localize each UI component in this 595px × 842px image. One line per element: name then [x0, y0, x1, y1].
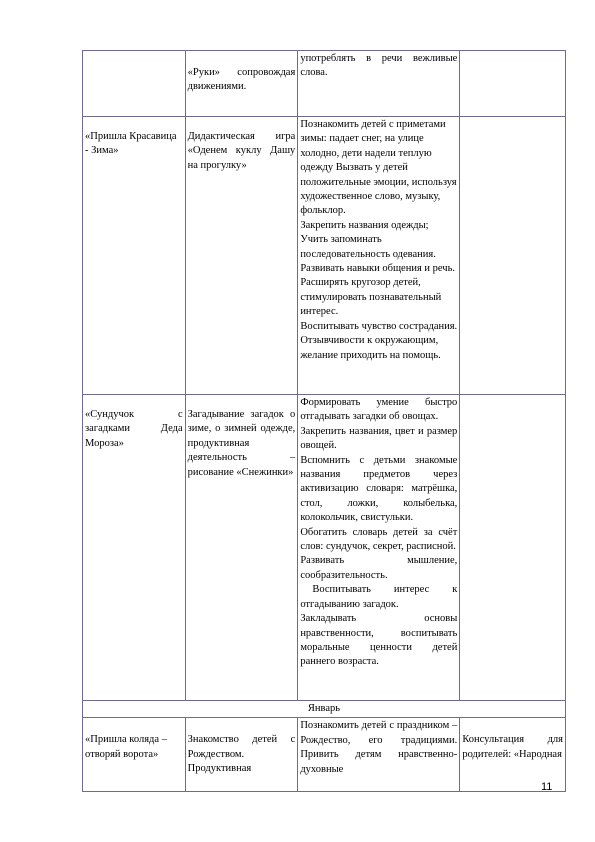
goals-cell: Познакомить детей с праздником – Рождество, его традициями. Привить детям нравственно-духовные — [298, 718, 460, 792]
activity-text: Знакомство детей с Рождеством. Продуктивная — [187, 734, 296, 775]
goals-cell — [298, 117, 460, 395]
activity-cell — [185, 718, 298, 792]
theme-cell — [83, 395, 186, 701]
goal-line: Развивать мышление, сообразительность. — [300, 555, 458, 581]
activity-text: Загадывание загадок о зиме, о зимней одежде, продуктивная деятельность – рисование «Снежинки» — [187, 409, 296, 478]
parents-text: Консультация для родителей: «Народная — [462, 734, 563, 760]
goals-cell: употреблять в речи вежливые слова. — [298, 51, 460, 117]
goal-line: Обогатить словарь детей за счёт слов: сундучок, секрет, расписной. — [300, 526, 458, 553]
goal-line: Закладывать основы нравственности, воспитывать моральные ценности детей раннего возраста. — [300, 613, 458, 668]
goal-line: Воспитывать интерес к отгадыванию загадок. — [300, 584, 458, 610]
goal-line: Воспитывать чувство сострадания. Отзывчивости к окружающим, желание приходить на помощь. — [300, 320, 458, 361]
table-row — [83, 395, 566, 701]
theme-text: «Сундучок с загадками Деда Мороза» — [85, 409, 183, 449]
table-row — [83, 51, 566, 117]
goal-line: Формировать умение быстро отгадывать загадки об овощах. — [300, 397, 458, 423]
goal-line: Учить запоминать последовательность одевания. — [300, 234, 436, 260]
parents-cell — [460, 117, 566, 395]
activity-cell — [185, 117, 298, 395]
table-row — [83, 117, 566, 395]
activity-cell — [185, 395, 298, 701]
parents-cell — [460, 51, 566, 117]
theme-text: «Пришла коляда – отворяй ворота» — [85, 734, 167, 760]
theme-cell — [83, 718, 186, 792]
goal-line: Вспомнить с детьми знакомые названия предметов через активизацию словаря: матрёшка, стол, ложки, колыбелька, колокольчик, свистульки. — [300, 454, 458, 524]
month-row — [83, 701, 566, 718]
activity-cell — [185, 51, 298, 117]
theme-text: «Пришла Красавица - Зима» — [85, 131, 177, 157]
goal-line: Расширять кругозор детей, стимулировать познавательный интерес. — [300, 277, 442, 318]
activity-text: «Руки» сопровождая движениями. — [187, 67, 296, 93]
month-label: Январь — [83, 701, 566, 718]
table-row — [83, 718, 566, 792]
theme-cell — [83, 51, 186, 117]
goal-line: Закрепить названия одежды; — [300, 219, 429, 231]
goal-line: Развивать навыки общения и речь. — [300, 263, 456, 275]
parents-cell — [460, 395, 566, 701]
theme-cell — [83, 117, 186, 395]
page-number: 11 — [541, 781, 553, 793]
activity-text: Дидактическая игра «Оденем куклу Дашу на прогулку» — [187, 131, 296, 171]
goal-line: Познакомить детей с приметами зимы: падает снег, на улице холодно, дети надели теплую одежду Вызвать у детей положительные эмоции, используя художественное слово, музыку, фольклор. — [300, 119, 457, 217]
goals-cell — [298, 395, 460, 701]
lesson-plan-table — [82, 50, 566, 792]
goal-line: Закрепить названия, цвет и размер овощей. — [300, 425, 458, 452]
